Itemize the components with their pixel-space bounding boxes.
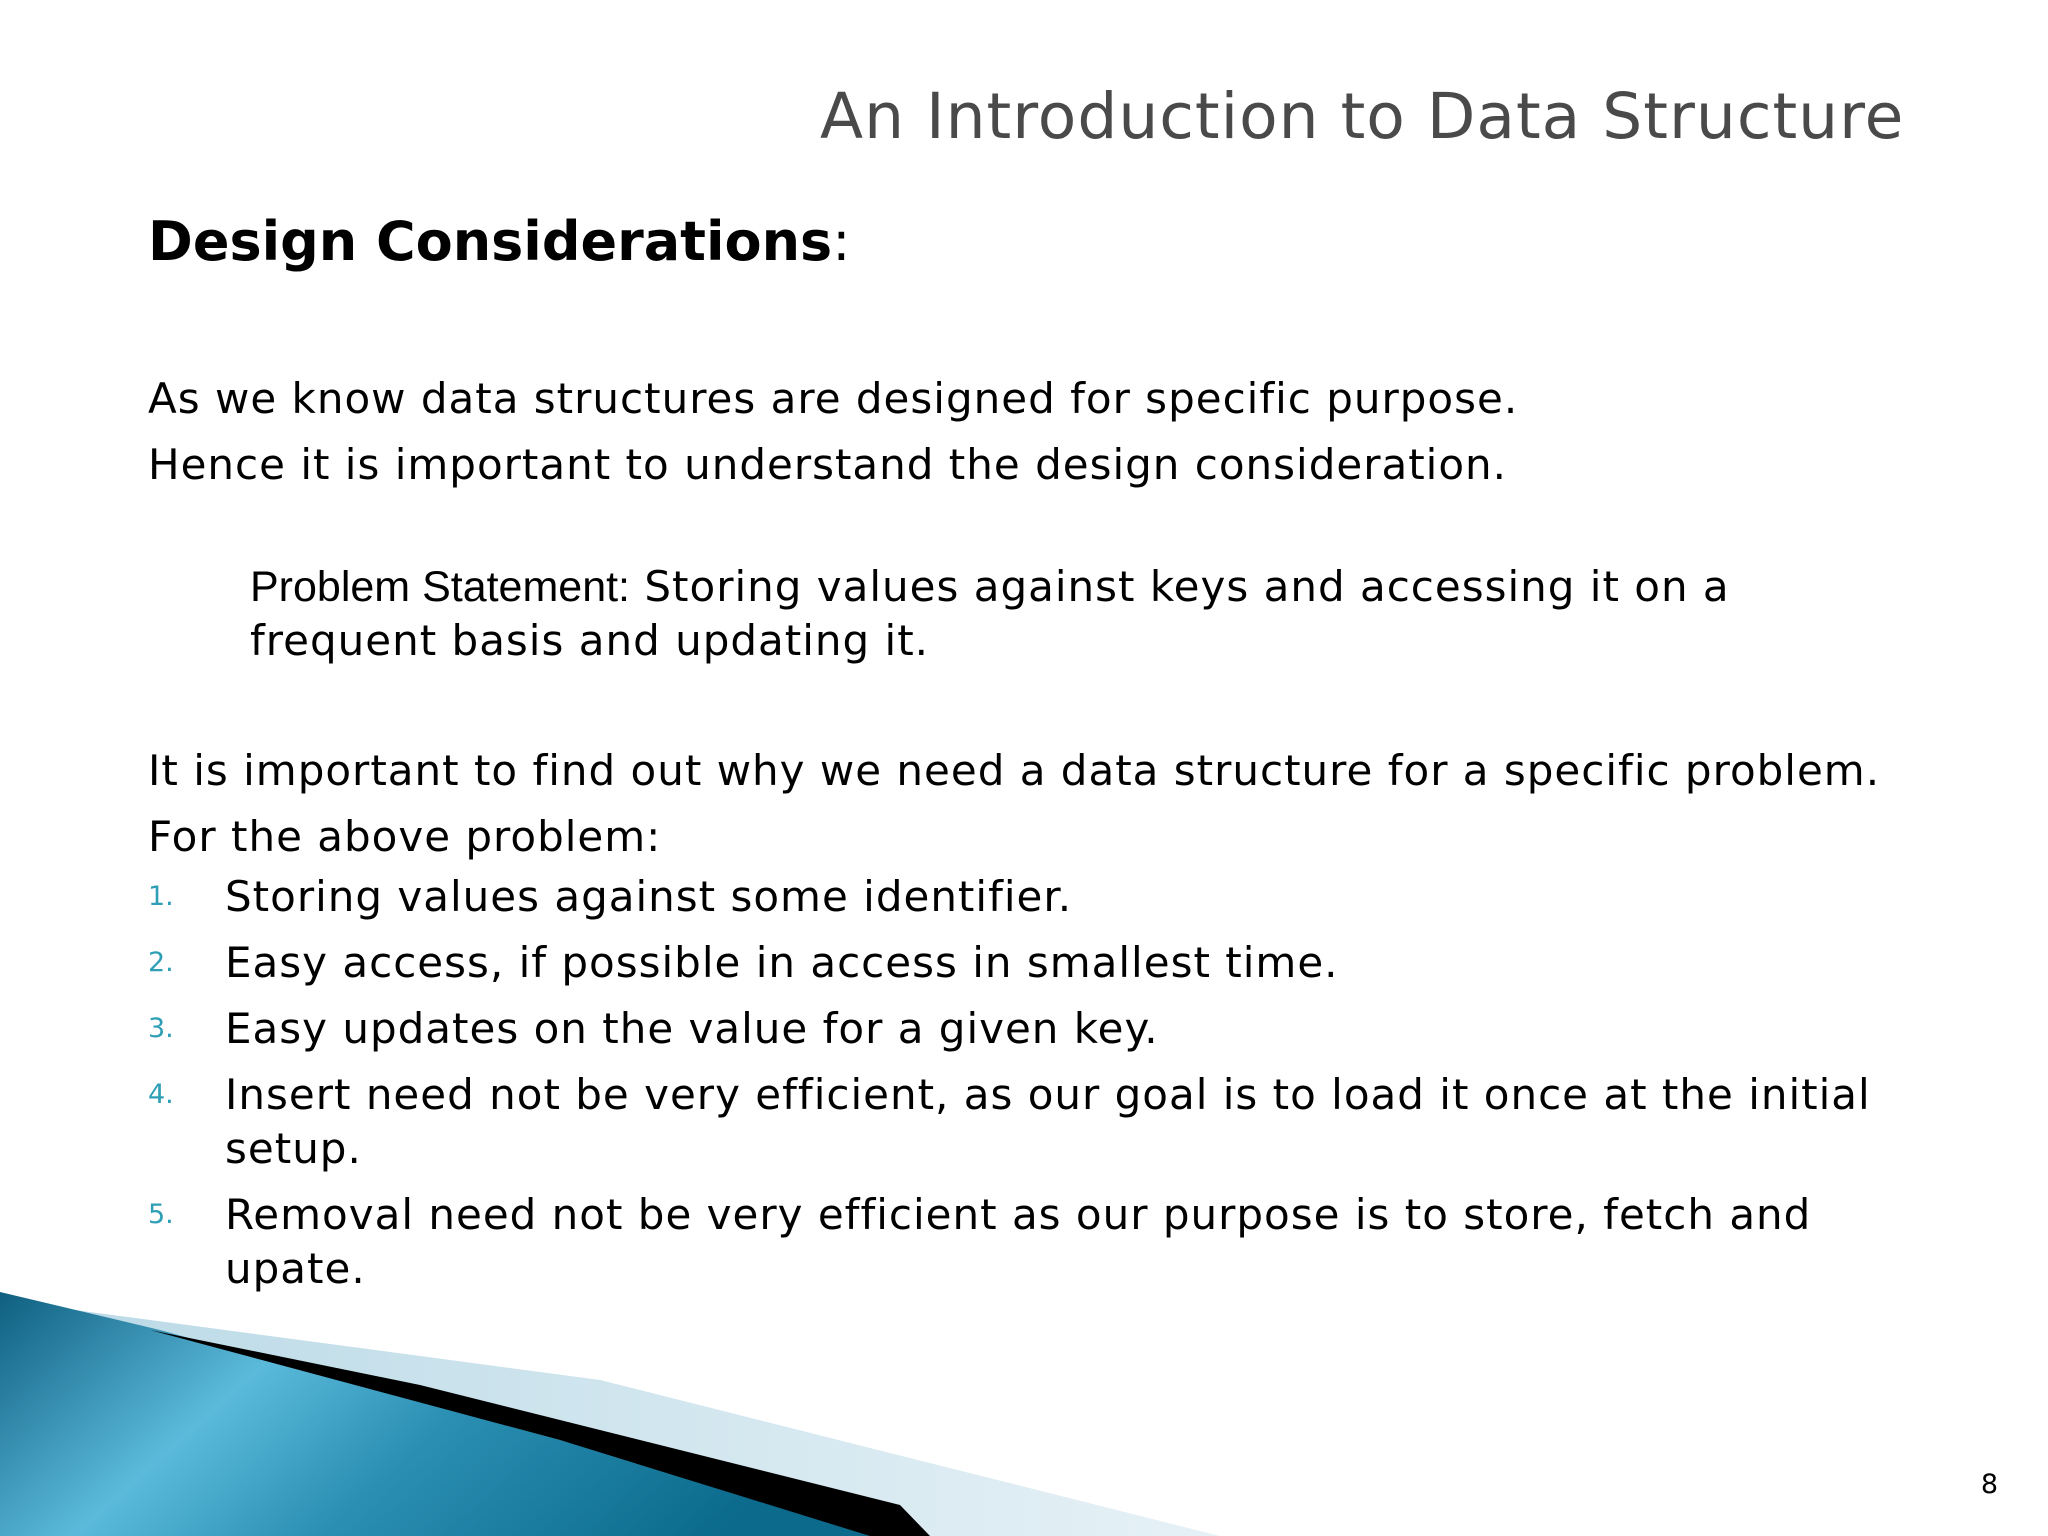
- section-heading-colon: :: [832, 210, 851, 273]
- intro-paragraph-1: As we know data structures are designed for specific purpose.: [148, 374, 1519, 423]
- problem-statement-label: Problem Statement:: [250, 563, 631, 611]
- page-number: 8: [1980, 1469, 1998, 1500]
- body-paragraph-1: It is important to find out why we need a data structure for a specific problem.: [148, 746, 1881, 795]
- intro-paragraph-2: Hence it is important to understand the design consideration.: [148, 440, 1508, 489]
- list-item-text: Easy updates on the value for a given key.: [225, 1004, 1159, 1053]
- list-item: [148, 870, 1908, 924]
- problem-statement: [250, 560, 1810, 668]
- list-item-text: Storing values against some identifier.: [225, 872, 1073, 921]
- list-item: [148, 1068, 1908, 1176]
- problem-statement-text: Storing values against keys and accessing it on a frequent basis and updating it.: [250, 562, 1730, 665]
- list-item: [148, 1188, 1908, 1296]
- list-item-number: 5.: [148, 1199, 174, 1230]
- requirements-list: [148, 870, 1908, 1308]
- body-paragraph-2: For the above problem:: [148, 812, 662, 861]
- list-item-text: Easy access, if possible in access in smallest time.: [225, 938, 1339, 987]
- list-item-text: Insert need not be very efficient, as our goal is to load it once at the initial setup.: [225, 1070, 1871, 1173]
- slide-title: An Introduction to Data Structure: [820, 80, 1905, 153]
- list-item-text: Removal need not be very efficient as our purpose is to store, fetch and upate.: [225, 1190, 1812, 1293]
- list-item: [148, 1002, 1908, 1056]
- list-item: [148, 936, 1908, 990]
- list-item-number: 4.: [148, 1079, 174, 1110]
- list-item-number: 1.: [148, 881, 174, 912]
- section-heading-text: Design Considerations: [148, 210, 833, 273]
- section-heading: [148, 210, 850, 273]
- list-item-number: 3.: [148, 1013, 174, 1044]
- list-item-number: 2.: [148, 947, 174, 978]
